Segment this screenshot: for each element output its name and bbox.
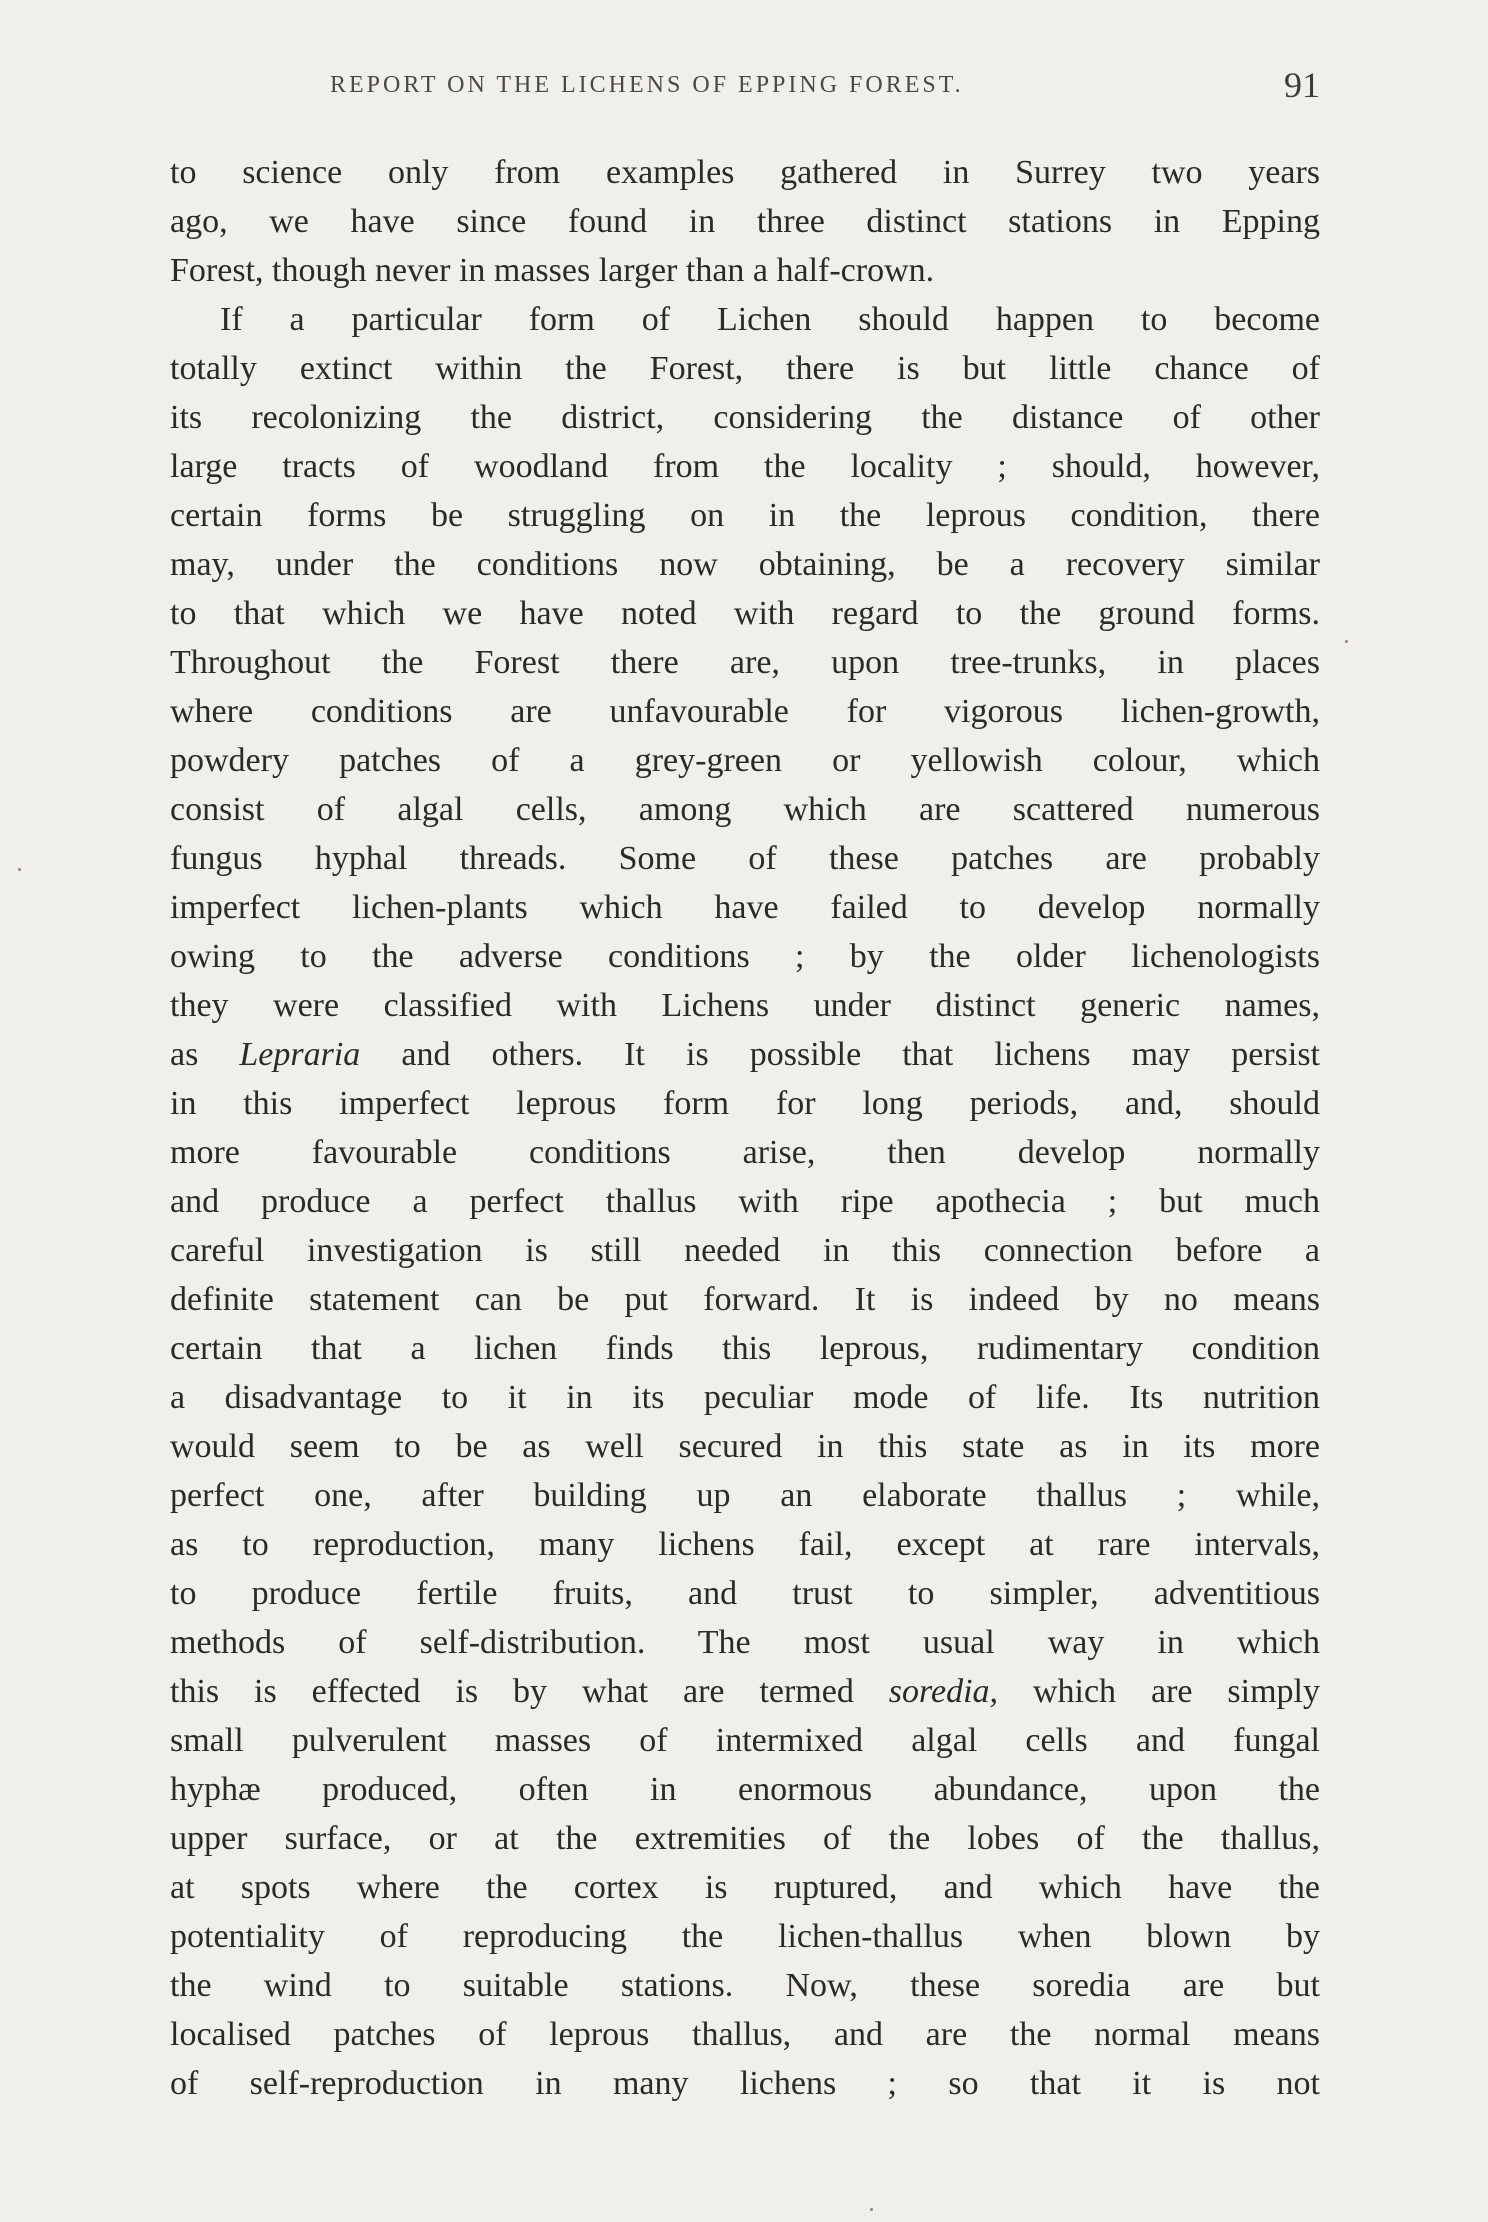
text-segment: consist of algal cells, among which are scattered numerous: [170, 791, 1320, 828]
text-line: [170, 1569, 1320, 1618]
text-segment: upper surface, or at the extremities of the lobes of the thallus,: [170, 1820, 1320, 1857]
text-line: [170, 246, 1320, 295]
text-segment: to science only from examples gathered in Surrey two years: [170, 154, 1320, 191]
text-line: [170, 883, 1320, 932]
text-segment: more favourable conditions arise, then develop normally: [170, 1134, 1320, 1171]
text-segment: to that which we have noted with regard to the ground forms.: [170, 595, 1320, 632]
text-line: [170, 148, 1320, 197]
text-segment: to produce fertile fruits, and trust to simpler, adventitious: [170, 1575, 1320, 1612]
text-line: [170, 834, 1320, 883]
text-segment: localised patches of leprous thallus, and are the normal means: [170, 2016, 1320, 2053]
text-line: [170, 785, 1320, 834]
running-head: [170, 65, 1320, 112]
text-segment: at spots where the cortex is ruptured, and which have the: [170, 1869, 1320, 1906]
text-line: [170, 1373, 1320, 1422]
text-segment: a disadvantage to it in its peculiar mode of life. Its nutrition: [170, 1379, 1320, 1416]
text-line: [170, 197, 1320, 246]
text-segment: which are simply: [998, 1673, 1320, 1710]
text-segment: potentiality of reproducing the lichen-thallus when blown by: [170, 1918, 1320, 1955]
text-segment: and produce a perfect thallus with ripe apothecia ; but much: [170, 1183, 1320, 1220]
text-segment: Throughout the Forest there are, upon tree-trunks, in places: [170, 644, 1320, 681]
text-line: [170, 540, 1320, 589]
text-line: [170, 1863, 1320, 1912]
text-line: [170, 1618, 1320, 1667]
text-line: [170, 491, 1320, 540]
text-line: [170, 1324, 1320, 1373]
text-line: [170, 1275, 1320, 1324]
text-segment: and others. It is possible that lichens may persist: [360, 1036, 1320, 1073]
text-segment: imperfect lichen-plants which have failed to develop normally: [170, 889, 1320, 926]
page-number: 91: [1284, 65, 1320, 105]
text-segment: may, under the conditions now obtaining, be a recovery similar: [170, 546, 1320, 583]
text-segment: definite statement can be put forward. It is indeed by no means: [170, 1281, 1320, 1318]
text-line: [170, 1079, 1320, 1128]
text-segment: totally extinct within the Forest, there is but little chance of: [170, 350, 1320, 387]
text-line: [170, 1814, 1320, 1863]
text-line: [170, 932, 1320, 981]
text-segment: careful investigation is still needed in this connection before a: [170, 1232, 1320, 1269]
text-segment: certain that a lichen finds this leprous, rudimentary condition: [170, 1330, 1320, 1367]
text-line: [170, 589, 1320, 638]
text-line: [170, 736, 1320, 785]
text-line: [170, 344, 1320, 393]
text-line: [170, 981, 1320, 1030]
text-segment: its recolonizing the district, considering the distance of other: [170, 399, 1320, 436]
text-segment: ago, we have since found in three distinct stations in Epping: [170, 203, 1320, 240]
text-segment: would seem to be as well secured in this state as in its more: [170, 1428, 1320, 1465]
text-line: [170, 1667, 1320, 1716]
page-speck: [870, 2208, 873, 2211]
italic-term: Lepraria: [239, 1036, 361, 1073]
text-segment: owing to the adverse conditions ; by the older lichenologists: [170, 938, 1320, 975]
text-line: [170, 1961, 1320, 2010]
text-segment: perfect one, after building up an elaborate thallus ; while,: [170, 1477, 1320, 1514]
text-line: [170, 638, 1320, 687]
text-segment: as to reproduction, many lichens fail, except at rare intervals,: [170, 1526, 1320, 1563]
page-speck: [1345, 640, 1348, 643]
text-segment: they were classified with Lichens under distinct generic names,: [170, 987, 1320, 1024]
italic-term: soredia,: [888, 1673, 999, 1710]
text-segment: certain forms be struggling on in the leprous condition, there: [170, 497, 1320, 534]
text-segment: hyphæ produced, often in enormous abundance, upon the: [170, 1771, 1320, 1808]
text-segment: large tracts of woodland from the locality ; should, however,: [170, 448, 1320, 485]
text-line: [170, 1177, 1320, 1226]
text-line: [170, 1716, 1320, 1765]
text-line: [170, 1912, 1320, 1961]
text-segment: the wind to suitable stations. Now, these soredia are but: [170, 1967, 1320, 2004]
page-speck: [18, 868, 21, 871]
text-line: [170, 2059, 1320, 2108]
text-segment: fungus hyphal threads. Some of these patches are probably: [170, 840, 1320, 877]
text-segment: as: [170, 1036, 240, 1073]
text-line: [170, 393, 1320, 442]
text-segment: where conditions are unfavourable for vigorous lichen-growth,: [170, 693, 1320, 730]
text-segment: Forest, though never in masses larger than a half-crown.: [170, 252, 935, 289]
text-line: [170, 1226, 1320, 1275]
text-line: [170, 2010, 1320, 2059]
text-segment: If a particular form of Lichen should happen to become: [220, 301, 1320, 338]
body-text: [170, 148, 1320, 2108]
running-title: REPORT ON THE LICHENS OF EPPING FOREST.: [330, 72, 964, 98]
text-line: [170, 1128, 1320, 1177]
text-line: [170, 687, 1320, 736]
text-segment: of self-reproduction in many lichens ; so that it is not: [170, 2065, 1320, 2102]
text-segment: in this imperfect leprous form for long periods, and, should: [170, 1085, 1320, 1122]
text-line: [170, 1030, 1320, 1079]
text-segment: methods of self-distribution. The most usual way in which: [170, 1624, 1320, 1661]
text-segment: this is effected is by what are termed: [170, 1673, 889, 1710]
text-line: [170, 1471, 1320, 1520]
text-line: [170, 1520, 1320, 1569]
text-segment: small pulverulent masses of intermixed algal cells and fungal: [170, 1722, 1320, 1759]
text-line: [170, 295, 1320, 344]
text-line: [170, 442, 1320, 491]
text-line: [170, 1422, 1320, 1471]
text-segment: powdery patches of a grey-green or yellowish colour, which: [170, 742, 1320, 779]
text-line: [170, 1765, 1320, 1814]
